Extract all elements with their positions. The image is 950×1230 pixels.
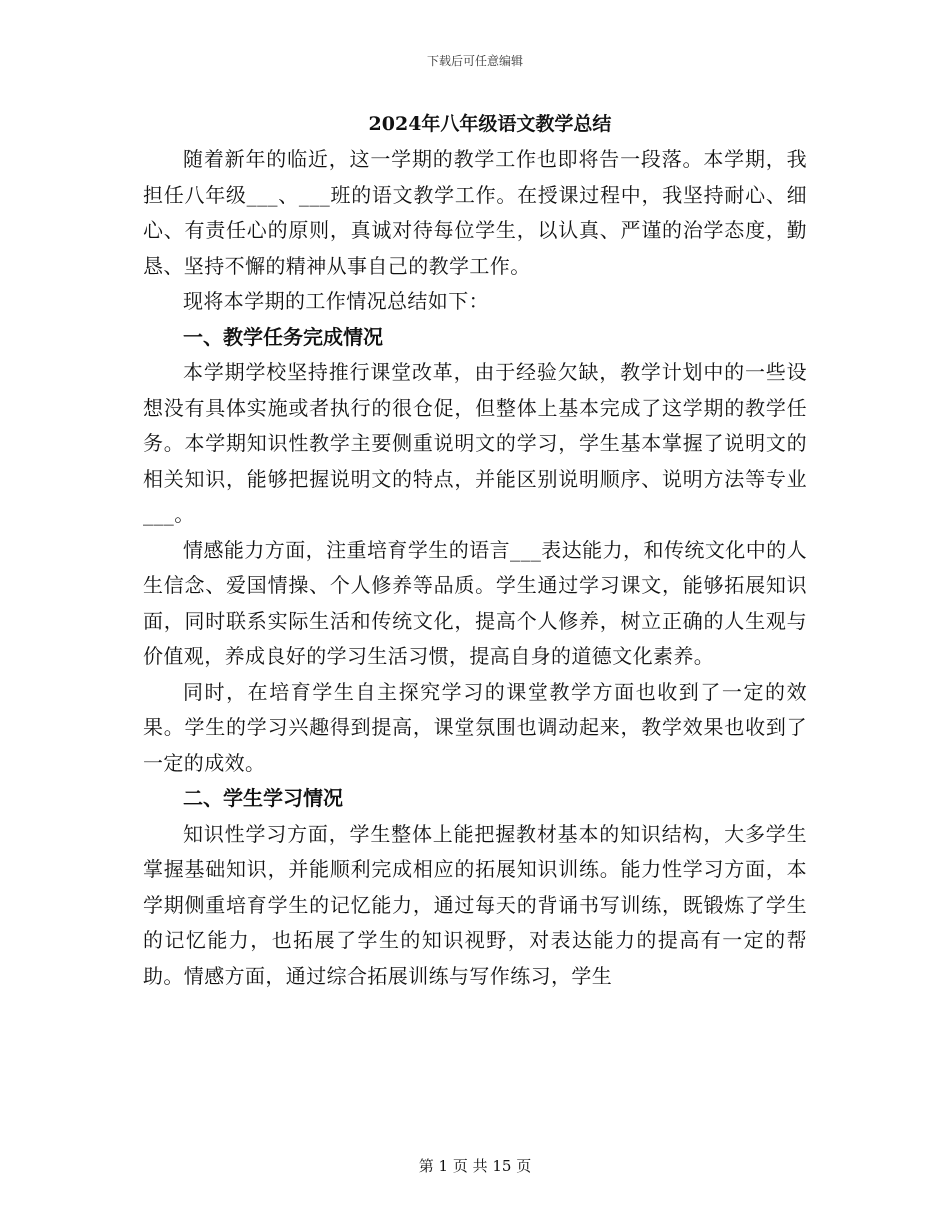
paragraph-teaching-tasks: 本学期学校坚持推行课堂改革，由于经验欠缺，教学计划中的一些设想没有具体实施或者执行的很仓促，但整体上基本完成了这学期的教学任务。本学期知识性教学主要侧重说明文的学习，学生基本掌握了说明文的相关知识，能够把握说明文的特点，并能区别说明顺序、说明方法等专业___。	[143, 360, 807, 526]
paragraph-summary-lead: 现将本学期的工作情况总结如下：	[183, 289, 489, 313]
paragraph-intro: 随着新年的临近，这一学期的教学工作也即将告一段落。本学期，我担任八年级___、___班的语文教学工作。在授课过程中，我坚持耐心、细心、有责任心的原则，真诚对待每位学生，以认真、严谨的治学态度，勤恳、坚持不懈的精神从事自己的教学工作。	[143, 147, 807, 278]
document-title: 2024年八年级语文教学总结	[368, 113, 612, 135]
section-heading-teaching-tasks: 一、教学任务完成情况	[183, 324, 383, 349]
paragraph-emotional-ability: 情感能力方面，注重培育学生的语言___表达能力，和传统文化中的人生信念、爱国情操、个人修养等品质。学生通过学习课文，能够拓展知识面，同时联系实际生活和传统文化，提高个人修养，树立正确的人生观与价值观，养成良好的学习生活习惯，提高自身的道德文化素养。	[143, 537, 807, 668]
page-number: 第 1 页 共 15 页	[418, 1157, 532, 1175]
paragraph-student-learning: 知识性学习方面，学生整体上能把握教材基本的知识结构，大多学生掌握基础知识，并能顺利完成相应的拓展知识训练。能力性学习方面，本学期侧重培育学生的记忆能力，通过每天的背诵书写训练，既锻炼了学生的记忆能力，也拓展了学生的知识视野，对表达能力的提高有一定的帮助。情感方面，通过综合拓展训练与写作练习，学生	[143, 821, 807, 988]
document-body	[143, 106, 807, 994]
paragraph-classroom-effect: 同时，在培育学生自主探究学习的课堂教学方面也收到了一定的效果。学生的学习兴趣得到提高，课堂氛围也调动起来，教学效果也收到了一定的成效。	[143, 679, 807, 775]
section-heading-student-learning: 二、学生学习情况	[183, 786, 343, 810]
header-note: 下载后可任意编辑	[426, 54, 523, 68]
